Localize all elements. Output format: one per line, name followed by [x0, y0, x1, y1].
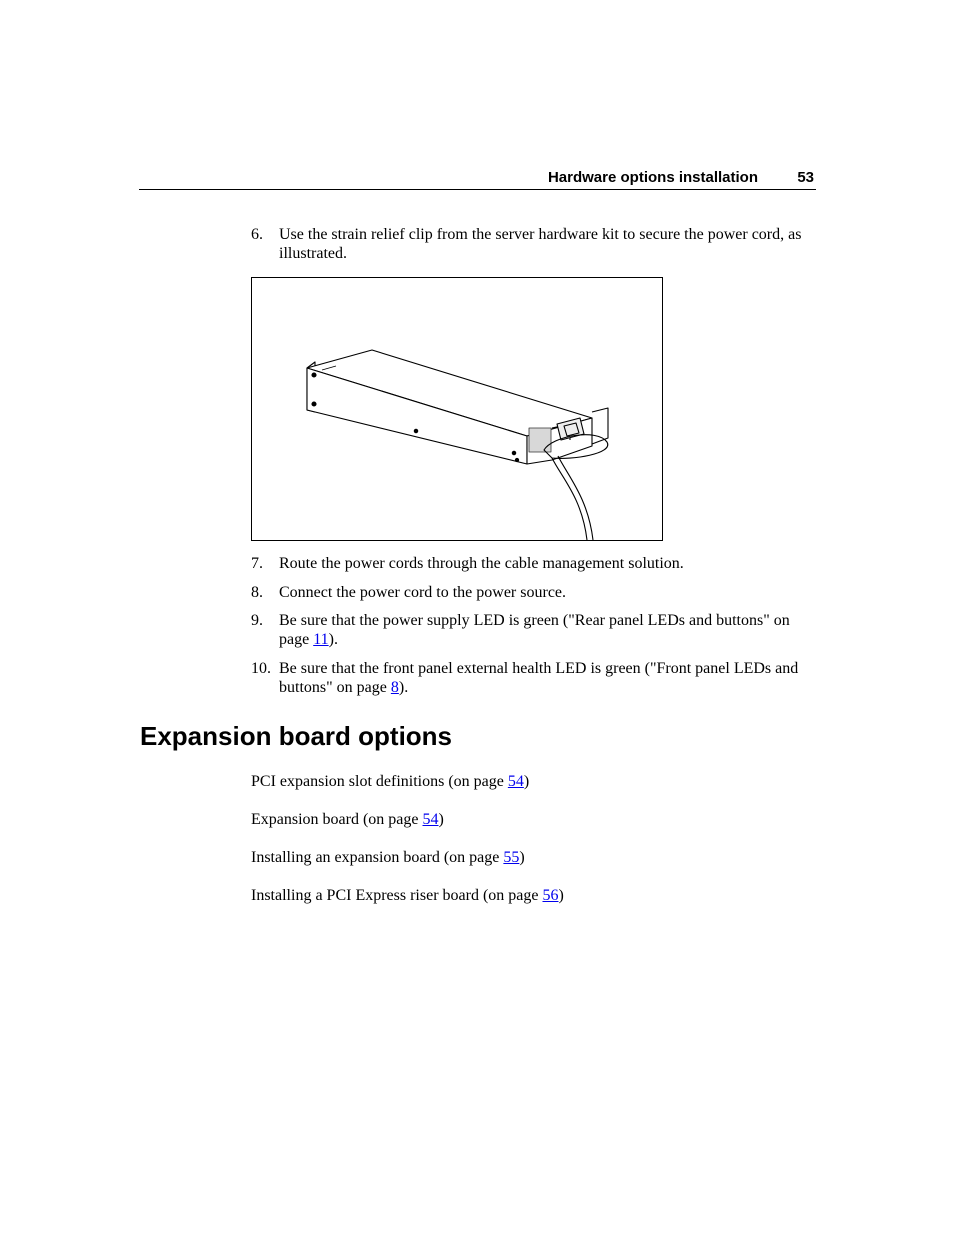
- page-link-8[interactable]: 8: [390, 679, 399, 696]
- xref-item: [251, 810, 444, 829]
- step-10: [251, 659, 821, 699]
- header-page-number: 53: [797, 169, 814, 186]
- running-header: [139, 168, 816, 190]
- step-text: [279, 611, 813, 649]
- header-section-title: Hardware options installation: [547, 169, 758, 186]
- xref-page-link[interactable]: 56: [542, 887, 559, 904]
- xref-item: [251, 886, 564, 905]
- step-number: 10.: [251, 660, 271, 677]
- step-text: Route the power cords through the cable management solution.: [279, 555, 684, 572]
- xref-text-after: ): [523, 773, 530, 790]
- step-text: Use the strain relief clip from the server hardware kit to secure the power cord, as illustrated.: [279, 226, 802, 262]
- xref-item: [251, 772, 529, 791]
- xref-text: Installing an expansion board (on page: [251, 849, 504, 866]
- step-number: 9.: [251, 612, 263, 629]
- step-6: [251, 225, 821, 265]
- step-text-before: Be sure that the front panel external health LED is green ("Front panel LEDs and buttons" on page: [279, 660, 799, 696]
- xref-text-after: ): [438, 811, 444, 828]
- xref-text: Expansion board (on page: [251, 811, 423, 828]
- power-supply-figure: [251, 277, 663, 541]
- step-text-after: ).: [398, 679, 409, 696]
- power-supply-with-strain-relief-clip-illustration: [252, 278, 662, 540]
- xref-text-after: ): [558, 887, 564, 904]
- step-number: 6.: [251, 226, 263, 243]
- step-7: [251, 554, 821, 574]
- xref-text: Installing a PCI Express riser board (on page: [251, 887, 543, 904]
- step-text-before: Be sure that the power supply LED is green ("Rear panel LEDs and buttons" on page: [279, 612, 790, 648]
- xref-text-after: ): [519, 849, 525, 866]
- page-link-11[interactable]: 11: [313, 631, 329, 648]
- xref-text: PCI expansion slot definitions (on page: [251, 773, 508, 790]
- section-heading: Expansion board options: [140, 721, 453, 751]
- step-number: 7.: [251, 555, 263, 572]
- xref-item: [251, 848, 525, 867]
- step-9: [251, 611, 821, 651]
- step-8: [251, 583, 821, 603]
- step-text: [279, 659, 813, 697]
- step-text: Connect the power cord to the power source.: [279, 584, 567, 601]
- step-text-after: ).: [328, 631, 338, 648]
- step-number: 8.: [251, 584, 263, 601]
- xref-page-link[interactable]: 54: [422, 811, 439, 828]
- xref-page-link[interactable]: 55: [503, 849, 520, 866]
- xref-page-link[interactable]: 54: [507, 773, 524, 790]
